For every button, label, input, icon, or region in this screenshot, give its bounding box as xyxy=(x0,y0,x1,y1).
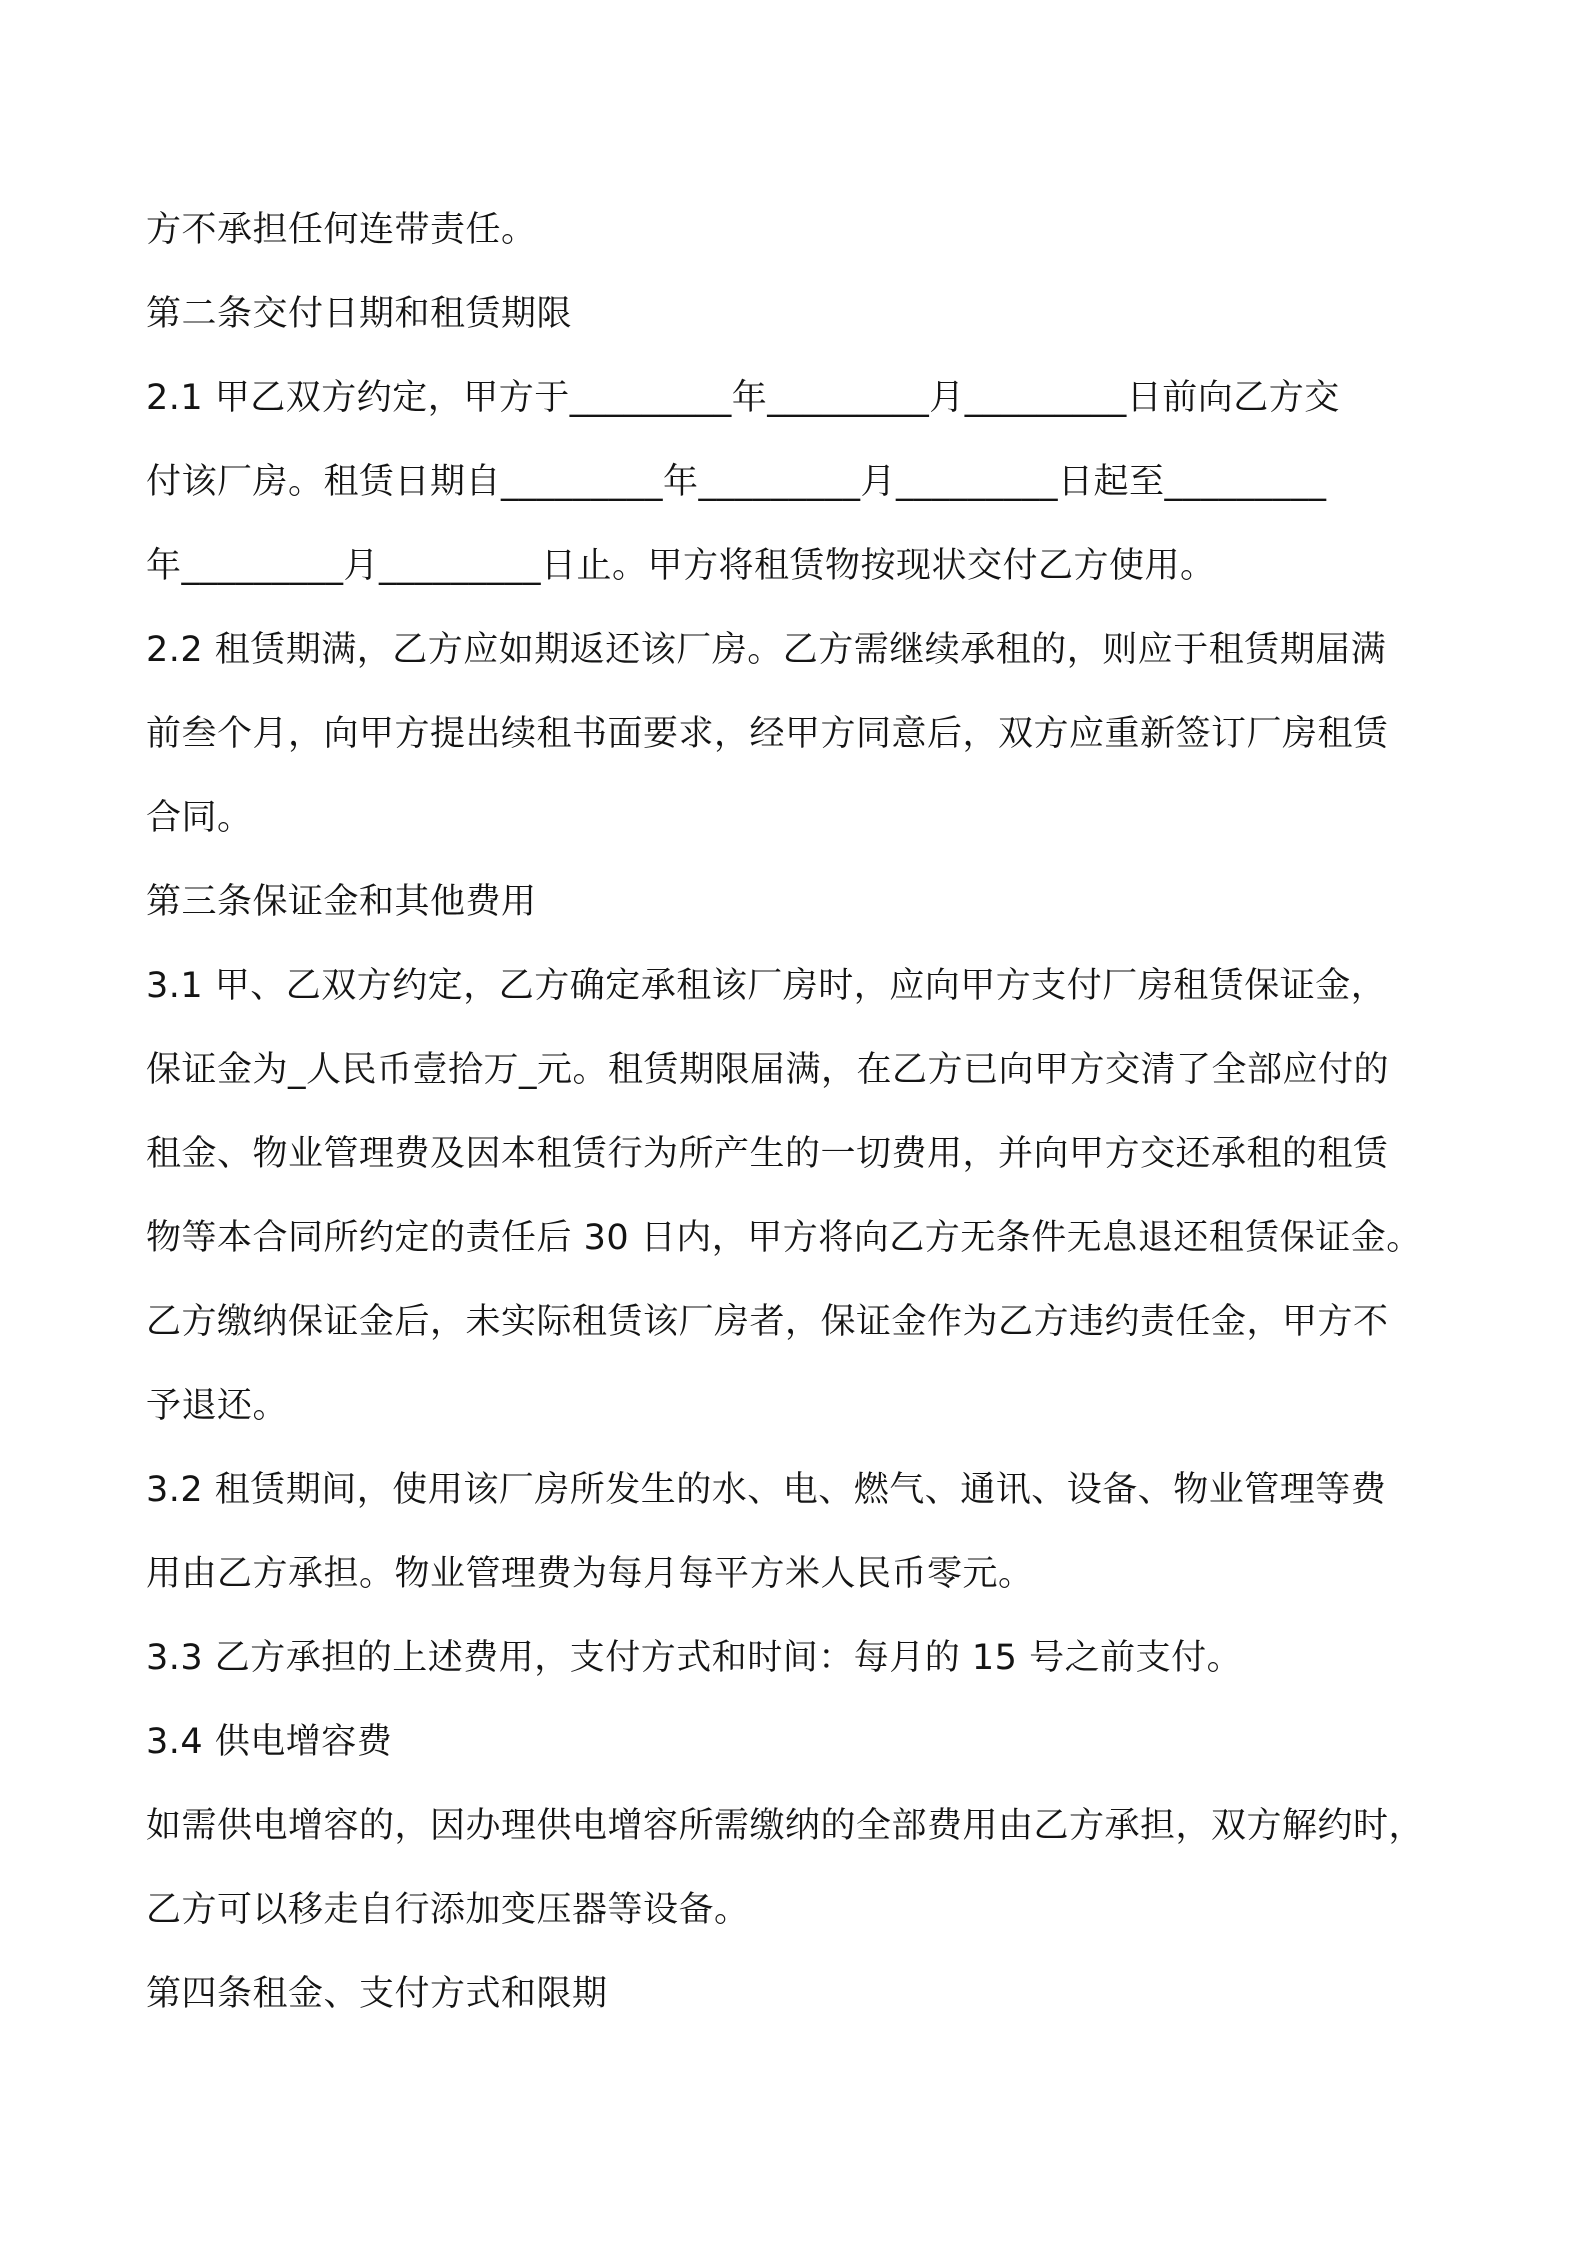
text-line: 乙方缴纳保证金后，未实际租赁该厂房者，保证金作为乙方违约责任金，甲方不 xyxy=(146,1302,1389,1342)
text-line: 2.1 甲乙双方约定，甲方于_________年_________月_________日前向乙方交 xyxy=(146,378,1340,418)
text-line: 2.2 租赁期满，乙方应如期返还该厂房。乙方需继续承租的，则应于租赁期届满 xyxy=(146,630,1387,670)
text-line: 3.1 甲、乙双方约定，乙方确定承租该厂房时，应向甲方支付厂房租赁保证金， xyxy=(146,966,1387,1006)
text-line: 方不承担任何连带责任。 xyxy=(146,210,537,250)
text-line: 租金、物业管理费及因本租赁行为所产生的一切费用，并向甲方交还承租的租赁 xyxy=(146,1134,1389,1174)
section-heading: 第二条交付日期和租赁期限 xyxy=(146,294,573,334)
text-line: 物等本合同所约定的责任后 30 日内，甲方将向乙方无条件无息退还租赁保证金。 xyxy=(146,1218,1422,1258)
text-line: 付该厂房。租赁日期自_________年_________月_________日起至_________ xyxy=(146,462,1327,502)
text-line: 予退还。 xyxy=(146,1386,289,1426)
text-line: 合同。 xyxy=(146,798,253,838)
text-line: 乙方可以移走自行添加变压器等设备。 xyxy=(146,1890,750,1930)
text-line: 3.3 乙方承担的上述费用，支付方式和时间：每月的 15 号之前支付。 xyxy=(146,1638,1243,1678)
document-body xyxy=(146,188,1456,2036)
text-line: 年_________月_________日止。甲方将租赁物按现状交付乙方使用。 xyxy=(146,546,1216,586)
text-line: 前叁个月，向甲方提出续租书面要求，经甲方同意后，双方应重新签订厂房租赁 xyxy=(146,714,1389,754)
subsection-heading: 3.4 供电增容费 xyxy=(146,1722,393,1762)
text-line: 如需供电增容的，因办理供电增容所需缴纳的全部费用由乙方承担，双方解约时， xyxy=(146,1806,1425,1846)
text-line: 3.2 租赁期间，使用该厂房所发生的水、电、燃气、通讯、设备、物业管理等费 xyxy=(146,1470,1387,1510)
section-heading: 第四条租金、支付方式和限期 xyxy=(146,1974,608,2014)
text-line: 保证金为_人民币壹拾万_元。租赁期限届满，在乙方已向甲方交清了全部应付的 xyxy=(146,1050,1390,1090)
text-line: 用由乙方承担。物业管理费为每月每平方米人民币零元。 xyxy=(146,1554,1034,1594)
section-heading: 第三条保证金和其他费用 xyxy=(146,882,537,922)
